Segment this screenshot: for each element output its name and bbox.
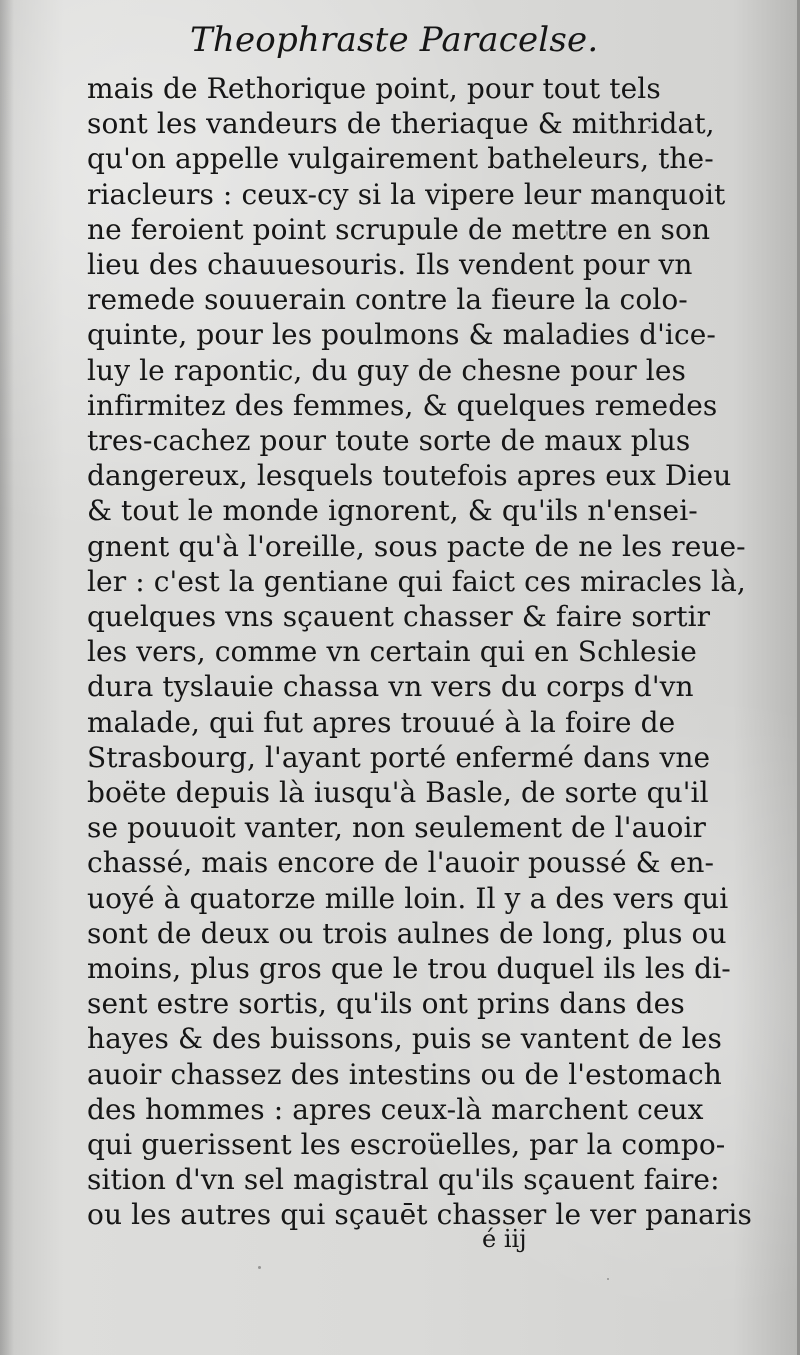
text-line: quelques vns sçauent chasser & faire sortir: [87, 600, 711, 633]
text-line: sition d'vn sel magistral qu'ils sçauent faire:: [87, 1163, 720, 1197]
text-line: lieu des chauuesouris. Ils vendent pour vn: [87, 248, 693, 281]
text-line: uoyé à quatorze mille loin. Il y a des vers qui: [87, 881, 729, 915]
text-line: luy le rapontic, du guy de chesne pour les: [87, 353, 686, 387]
text-line: se pouuoit vanter, non seulement de l'auoir: [87, 811, 707, 845]
text-line: & tout le monde ignorent, & qu'ils n'ensei-: [87, 494, 698, 528]
text-line: malade, qui fut apres trouué à la foire de: [87, 705, 676, 739]
text-line: tres-cachez pour toute sorte de maux plus: [87, 424, 691, 457]
text-line: dangereux, lesquels toutefois apres eux Dieu: [87, 459, 732, 493]
text-line: sent estre sortis, qu'ils ont prins dans des: [87, 987, 685, 1021]
text-line: boëte depuis là iusqu'à Basle, de sorte qu'il: [87, 776, 709, 809]
text-line: des hommes : apres ceux-là marchent ceux: [87, 1092, 704, 1126]
text-line: ler : c'est la gentiane qui faict ces miracles là,: [87, 564, 746, 598]
text-line: dura tyslauie chassa vn vers du corps d'vn: [87, 670, 694, 704]
text-line: les vers, comme vn certain qui en Schlesie: [87, 635, 697, 669]
text-line: riacleurs : ceux-cy si la vipere leur manquoit: [87, 177, 726, 211]
text-line: mais de Rethorique point, pour tout tels: [87, 72, 661, 105]
text-line: gnent qu'à l'oreille, sous pacte de ne les reue-: [87, 529, 746, 563]
text-line: remede souuerain contre la fieure la colo-: [87, 283, 688, 317]
paper-speck: [648, 126, 651, 129]
text-line: ou les autres qui sçauēt chasser le ver panaris: [87, 1198, 752, 1232]
text-line: ne feroient point scrupule de mettre en son: [87, 212, 711, 246]
paper-speck: [258, 1266, 261, 1269]
paper-speck: [566, 231, 568, 236]
signature-mark: é iij: [482, 1225, 527, 1253]
text-line: sont de deux ou trois aulnes de long, plus ou: [87, 916, 727, 950]
text-line: infirmitez des femmes, & quelques remedes: [87, 388, 718, 422]
text-line: auoir chassez des intestins ou de l'estomach: [87, 1057, 722, 1091]
running-head: Theophraste Paracelse.: [190, 20, 599, 60]
text-line: qui guerissent les escroüelles, par la compo-: [87, 1128, 726, 1161]
text-line: moins, plus gros que le trou duquel ils les di-: [87, 952, 731, 985]
body-text: [87, 70, 752, 1232]
text-line: sont les vandeurs de theriaque & mithridat,: [87, 107, 715, 141]
paper-speck: [607, 1278, 609, 1280]
text-line: Strasbourg, l'ayant porté enfermé dans vne: [87, 740, 711, 774]
text-line: qu'on appelle vulgairement batheleurs, the-: [87, 142, 714, 176]
text-line: chassé, mais encore de l'auoir poussé & en-: [87, 846, 715, 880]
text-line: quinte, pour les poulmons & maladies d'ice-: [87, 318, 716, 352]
text-line: hayes & des buissons, puis se vantent de les: [87, 1022, 722, 1056]
